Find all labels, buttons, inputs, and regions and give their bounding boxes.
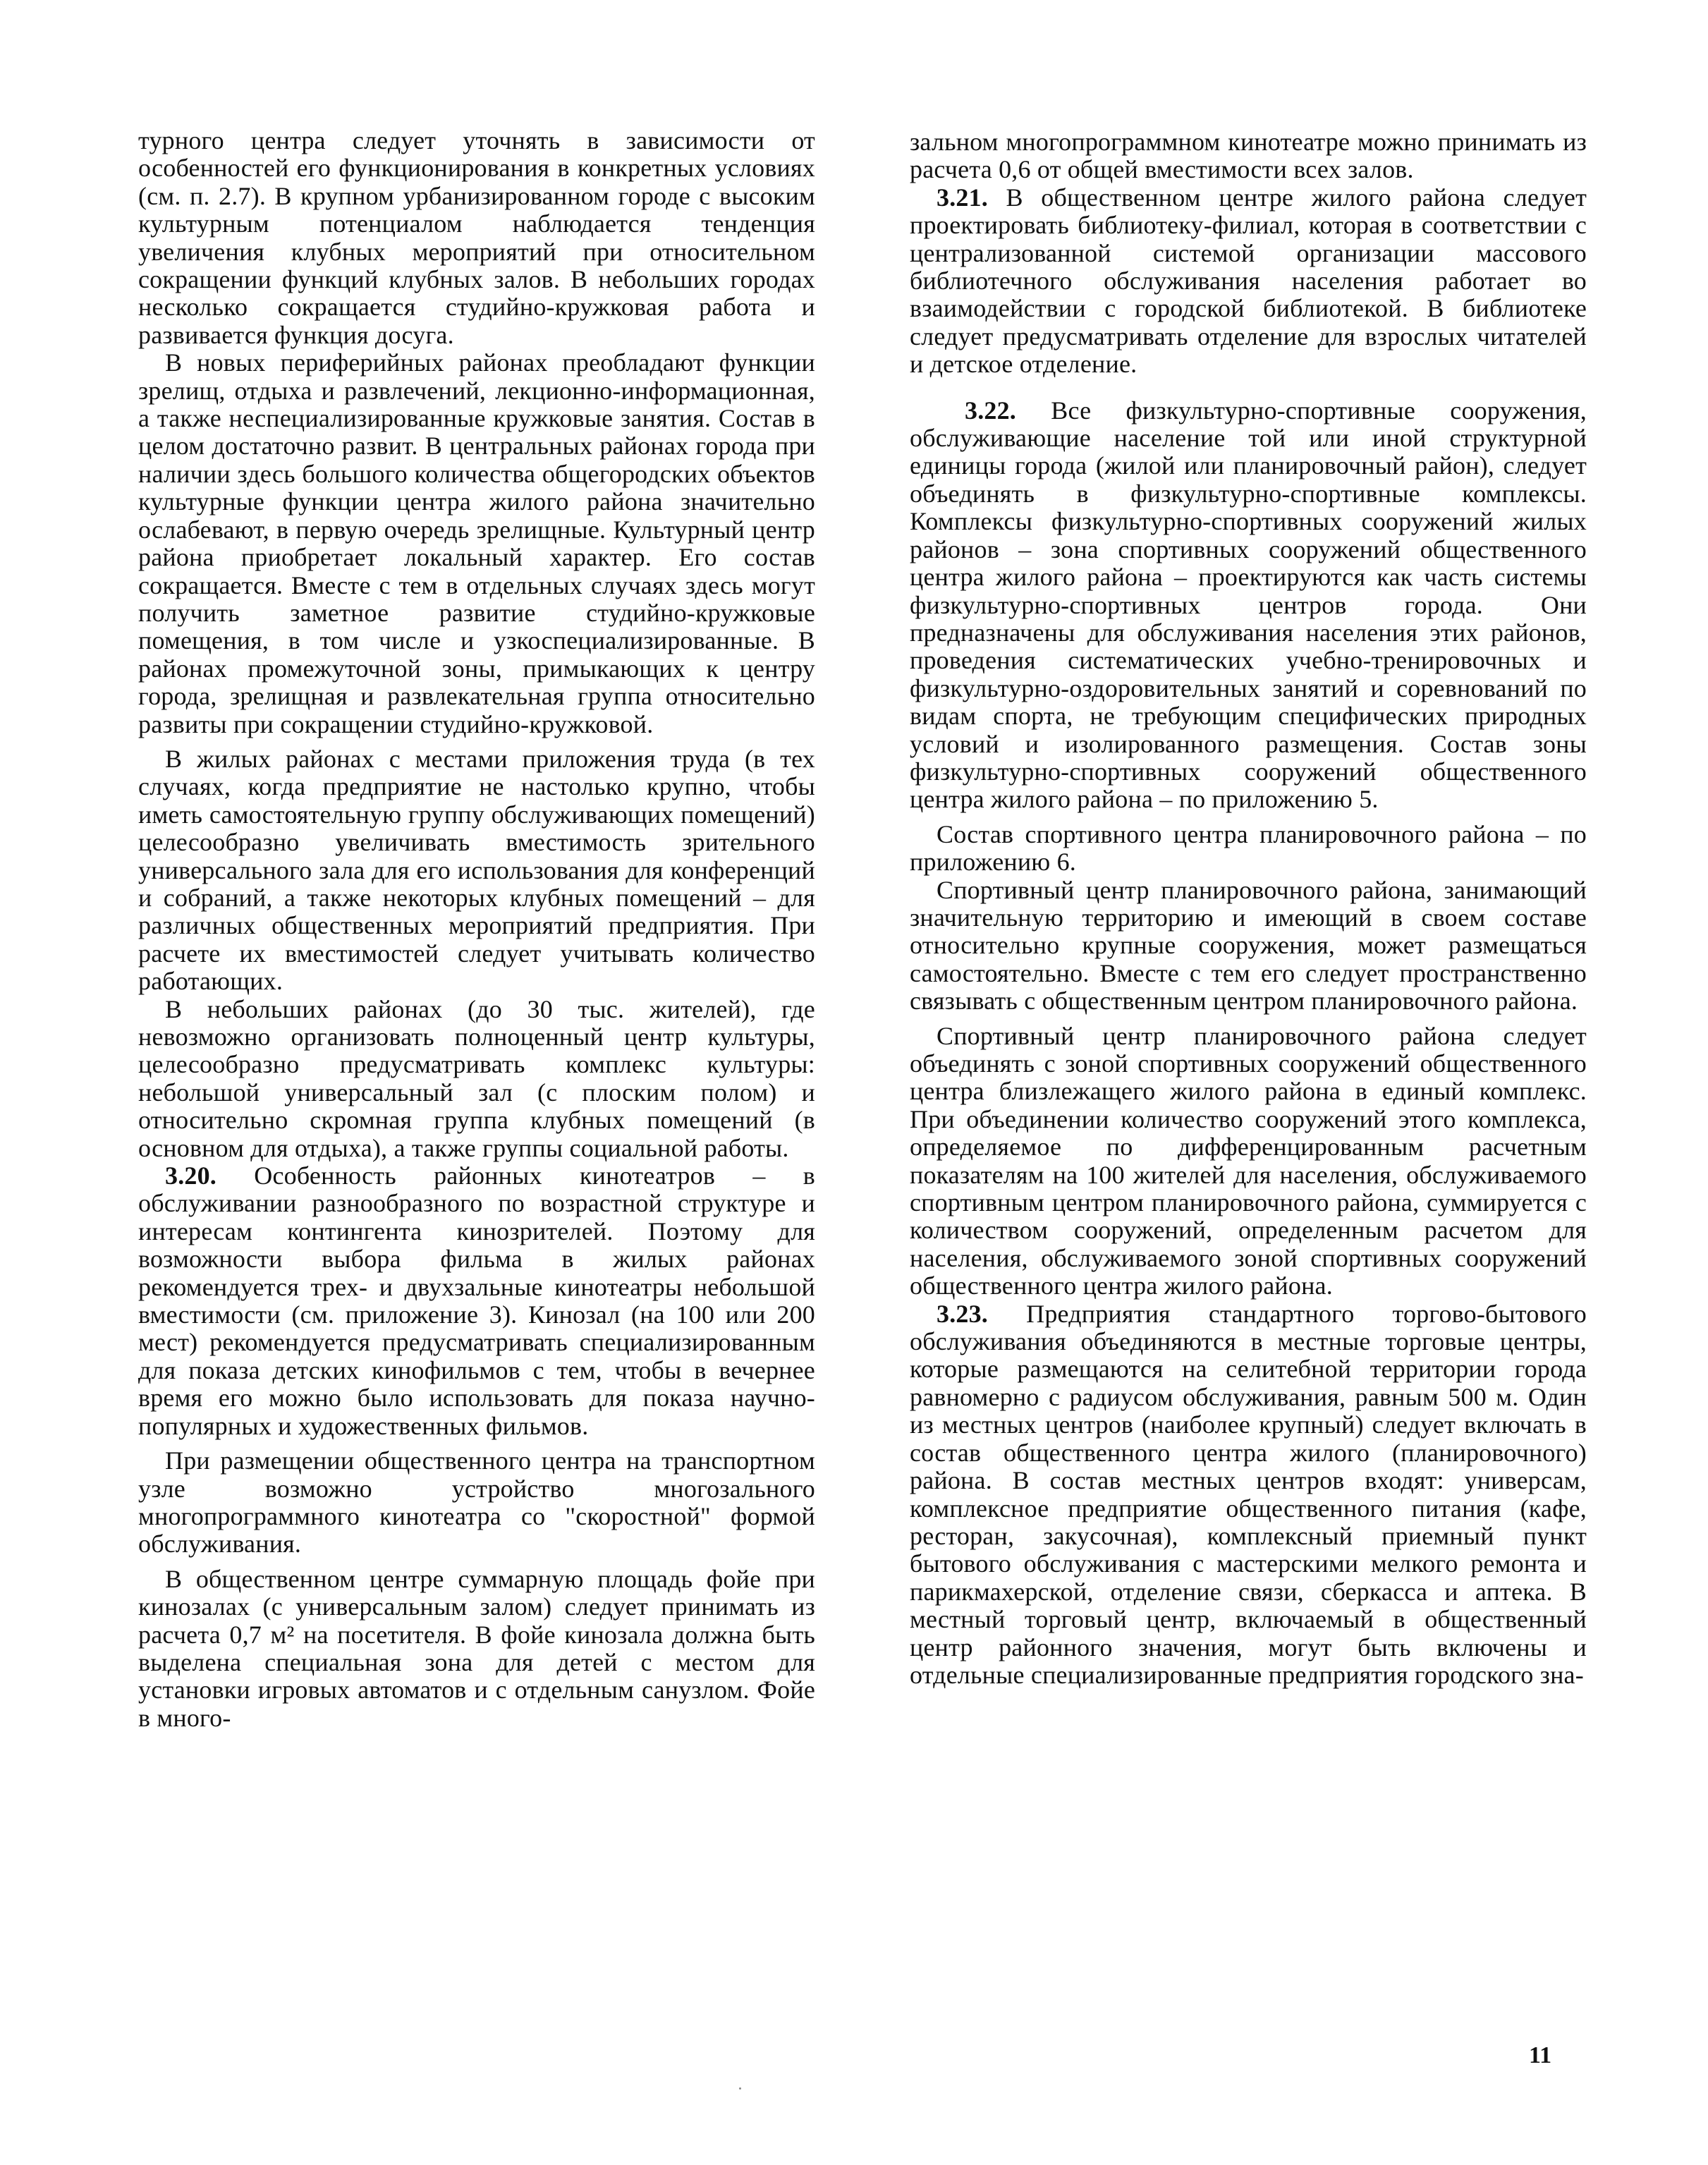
section-paragraph — [910, 1300, 1587, 1690]
paragraph: В новых периферийных районах преобладают функции зрелищ, отдыха и развлечений, лекционно-информационная, а также неспециализированные кружковые занятия. Состав в целом достаточно развит. В центральных районах города при наличии здесь большого количества общегородских объектов культурные функции центра жилого района значительно ослабевают, в первую очередь зрелищные. Культурный центр района приобретает локальный характер. Его состав сокращается. Вместе с тем в отдельных случаях здесь могут получить заметное развитие студийно-кружковые помещения, в том числе и узкоспециализированные. В районах промежуточной зоны, примыкающих к центру города, зрелищная и развлекательная группа относительно развиты при сокращении студийно-кружковой. — [138, 348, 815, 738]
paragraph: В небольших районах (до 30 тыс. жителей), где невозможно организовать полноценный центр культуры, целесообразно предусматривать комплекс культуры: небольшой универсальный зал (с плоским полом) и относительно скромная группа клубных помещений (в основном для отдыха), а также группы социальной работы. — [138, 994, 815, 1162]
paragraph: В общественном центре суммарную площадь фойе при кинозалах (с универсальным залом) следует принимать из расчета 0,7 м² на посетителя. В фойе кинозала должна быть выделена специальная зона для детей с местом для установки игровых автоматов и с отдельным санузлом. Фойе в много- — [138, 1564, 815, 1732]
paragraph-text: Все физкультурно-спортивные сооружения, обслуживающие население той или иной структурной единицы города (жилой или планировочный район), следует объединять в физкультурно-спортивные комплексы. Комплексы физкультурно-спортивных сооружений жилых районов – зона спортивных сооружений общественного центра жилого района – проектируются как часть системы физкультурно-спортивных центров города. Они предназначены для обслуживания населения этих районов, проведения систематических учебно-тренировочных и физкультурно-оздоровительных занятий и соревнований по видам спорта, не требующим специфических природных условий и изолированного размещения. Состав зоны физкультурно-спортивных сооружений общественного центра жилого района – по приложению 5. — [910, 396, 1587, 814]
page-number: 11 — [1529, 2042, 1552, 2068]
section-paragraph — [910, 184, 1587, 379]
left-column — [138, 127, 815, 1732]
right-column — [910, 128, 1587, 1689]
section-paragraph — [910, 397, 1587, 814]
paragraph-text: Особенность районных кинотеатров – в обслуживании разнообразного по возрастной структуре и интересам контингента кинозрителей. Поэтому для возможности выбора фильма в жилых районах рекомендуется трех- и двухзальные кинотеатры небольшой вместимости (см. приложение 3). Кинозал (на 100 или 200 мест) рекомендуется предусматривать специализированным для показа детских кинофильмов с тем, чтобы в вечернее время его можно было использовать для показа научно-популярных и художественных фильмов. — [138, 1161, 815, 1440]
paragraph: В жилых районах с местами приложения труда (в тех случаях, когда предприятие не настолько крупно, чтобы иметь самостоятельную группу обслуживающих помещений) целесообразно увеличивать вместимость зрительного универсального зала для его использования для конференций и собраний, а также некоторых клубных помещений – для различных общественных мероприятий предприятия. При расчете их вместимостей следует учитывать количество работающих. — [138, 744, 815, 996]
paragraph: При размещении общественного центра на транспортном узле возможно устройство многозального многопрограммного кинотеатра со "скоростной" формой обслуживания. — [138, 1446, 815, 1559]
paragraph-text: В общественном центре жилого района следует проектировать библиотеку-филиал, которая в соответствии с централизованной системой организации массового библиотечного обслуживания населения работает во взаимодействии с городской библиотекой. В библиотеке следует предусматривать отделение для взрослых читателей и детское отделение. — [910, 183, 1587, 379]
paragraph: Спортивный центр планировочного района следует объединять с зоной спортивных сооружений общественного центра близлежащего жилого района в единый комплекс. При объединении количество сооружений этого комплекса, определяемое по дифференцированным расчетным показателям на 100 жителей для населения, обслуживаемого спортивным центром планировочного района, суммируется с количеством сооружений, определенным расчетом для населения, обслуживаемого зоной спортивных сооружений общественного центра жилого района. — [910, 1021, 1587, 1300]
scan-speck — [739, 2087, 741, 2090]
paragraph: турного центра следует уточнять в зависимости от особенностей его функционирования в конкретных условиях (см. п. 2.7). В крупном урбанизированном городе с высоким культурным потенциалом наблюдается тенденция увеличения клубных мероприятий при относительном сокращении функций клубных залов. В небольших городах несколько сокращается студийно-кружковая работа и развивается функция досуга. — [138, 126, 815, 349]
paragraph: Спортивный центр планировочного района, занимающий значительную территорию и имеющий в своем составе относительно крупные сооружения, может размещаться самостоятельно. Вместе с тем его следует пространственно связывать с общественным центром планировочного района. — [910, 875, 1587, 1016]
paragraph: Состав спортивного центра планировочного района – по приложению 6. — [910, 819, 1587, 877]
paragraph-text: Предприятия стандартного торгово-бытового обслуживания объединяются в местные торговые центры, которые размещаются на селитебной территории города равномерно с радиусом обслуживания, равным 500 м. Один из местных центров (наиболее крупный) следует включать в состав общественного центра жилого (планировочного) района. В состав местных центров входят: универсам, комплексное предприятие общественного питания (кафе, ресторан, закусочная), комплексный приемный пункт бытового обслуживания с мастерскими мелкого ремонта и парикмахерской, отделение связи, сберкасса и аптека. В местный торговый центр, включаемый в общественный центр районного значения, могут быть включены и отдельные специализированные предприятия городского зна- — [910, 1299, 1587, 1689]
section-paragraph — [138, 1162, 815, 1440]
section-number: 3.21. — [937, 183, 988, 212]
section-number: 3.20. — [165, 1161, 216, 1190]
section-number: 3.22. — [965, 396, 1016, 425]
section-number: 3.23. — [937, 1299, 988, 1328]
paragraph: зальном многопрограммном кинотеатре можно принимать из расчета 0,6 от общей вместимости всех залов. — [910, 128, 1587, 184]
